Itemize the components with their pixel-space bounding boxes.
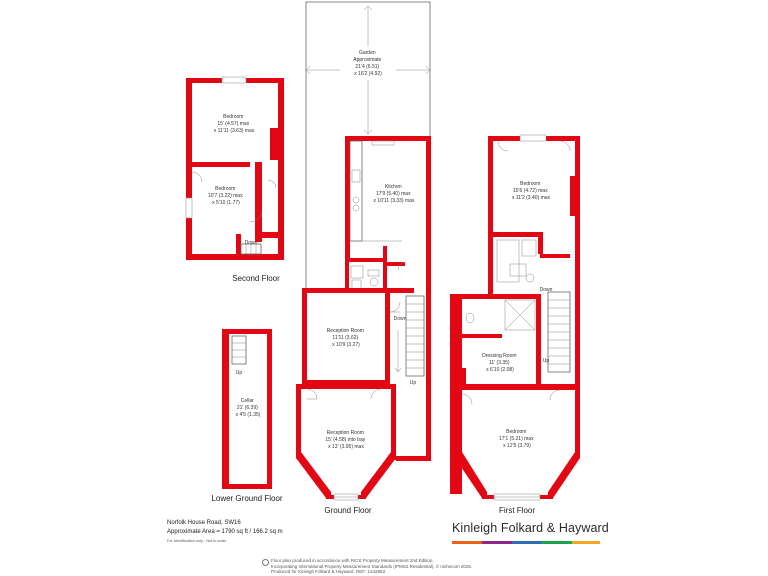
garden-area xyxy=(306,2,430,288)
first-stairs-down-label: Down xyxy=(539,287,553,293)
footer-line-2: Incorporating International Property Measurement Standards (IPMS2 Residential). © nichecom 2025. xyxy=(271,563,473,569)
second-floor-label: Second Floor xyxy=(232,274,280,283)
property-area: Approximate Area = 1790 sq ft / 166.2 sq m xyxy=(167,529,283,535)
reception-room-rear-label: Reception Room 11'11 (3.62) x 10'9 (3.27) xyxy=(326,328,364,348)
second-bedroom-small-label: Bedroom 10'7 (3.22) max x 5'10 (1.77) xyxy=(208,186,243,206)
property-address: Norfolk House Road, SW16 xyxy=(167,520,241,526)
nichecom-logo-icon xyxy=(262,559,269,566)
footer-line-3: Produced for Kinleigh Folkard & Hayward. REF: 1242853 xyxy=(271,569,386,575)
ground-floor-label: Ground Floor xyxy=(324,506,372,515)
dressing-room-label: Dressing Room 11' (3.35) x 6'10 (2.08) xyxy=(482,353,517,373)
cellar-label: Cellar 21' (6.39) x 4'5 (1.35) xyxy=(235,398,261,418)
second-bedroom-large-label: Bedroom 15' (4.57) max x 11'11 (3.63) max xyxy=(213,114,255,134)
brand-stripe-orange xyxy=(452,541,482,544)
ground-stairs-up-label: Up xyxy=(409,380,417,386)
ground-stairs-down-label: Down xyxy=(393,316,407,322)
brand-stripe-yellow xyxy=(572,541,600,544)
brand-stripe-blue xyxy=(512,541,542,544)
footer-text xyxy=(271,558,472,575)
first-bedroom-rear-label: Bedroom 15'6 (4.72) max x 11'2 (3.40) max xyxy=(511,181,551,201)
second-floor-plan xyxy=(186,77,284,260)
first-bedroom-front-label: Bedroom 17'1 (5.21) max x 12'5 (3.79) xyxy=(499,429,534,449)
first-stairs-up-label: Up xyxy=(542,358,550,364)
first-floor-label: First Floor xyxy=(499,506,535,515)
footer-line-1: Floor plan produced in accordance with RICS Property Measurement 2nd Edition, xyxy=(271,558,434,563)
reception-room-front-label: Reception Room 15' (4.58) into bay x 13' (3.95) max xyxy=(325,430,366,450)
lower-ground-floor-label: Lower Ground Floor xyxy=(211,494,283,503)
kitchen-label: Kitchen 17'9 (5.40) max x 10'11 (3.33) max xyxy=(373,184,415,204)
property-disclaimer: For identification only - Not to scale xyxy=(167,539,227,543)
brand-stripe-purple xyxy=(482,541,512,544)
brand-stripe-green xyxy=(542,541,572,544)
garden-label: Garden Approximate 21'4 (6.51) x 16'2 (4.92) xyxy=(353,50,382,77)
brand-name: Kinleigh Folkard & Hayward xyxy=(452,521,609,535)
second-stairs-down-label: Down xyxy=(244,240,258,246)
cellar-stairs-up-label: Up xyxy=(235,370,243,376)
